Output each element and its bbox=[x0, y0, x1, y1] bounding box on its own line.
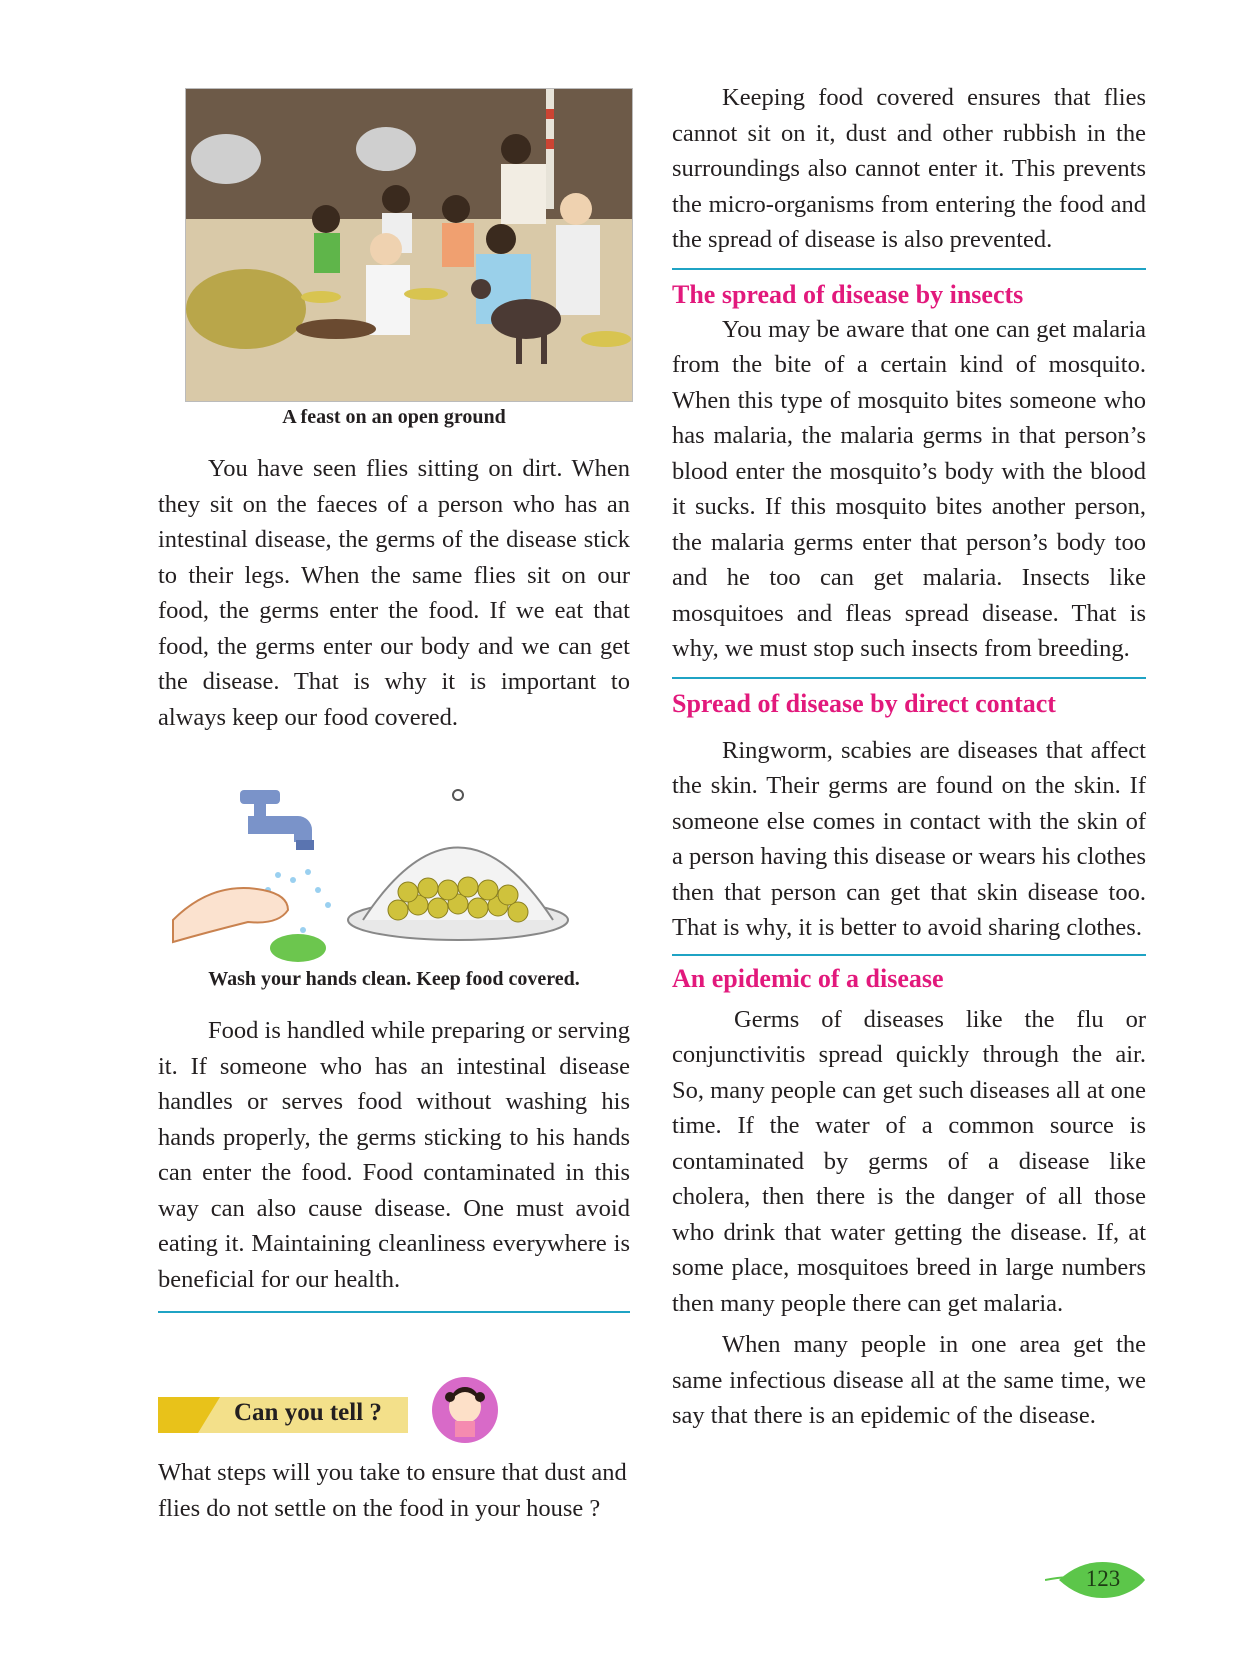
section-epidemic-paragraph-2: When many people in one area get the same infectious disease all at the same time, we say that there is an epidemic of the disease. bbox=[672, 1331, 1146, 1429]
divider-2 bbox=[672, 677, 1146, 679]
divider-1 bbox=[672, 268, 1146, 270]
right-intro-paragraph: Keeping food covered ensures that flies cannot sit on it, dust and other rubbish in the surroundings also cannot enter it. This prevents the micro-organisms from entering the food and the spread of disease is also prevented. bbox=[672, 84, 1146, 253]
figure2-caption: Wash your hands clean. Keep food covered. bbox=[208, 968, 580, 990]
can-you-tell-banner bbox=[158, 1393, 488, 1433]
section-heading-insects: The spread of disease by insects bbox=[672, 279, 1024, 309]
left-paragraph-1: You have seen flies sitting on dirt. When they sit on the faeces of a person who has an intestinal disease, the germs of the disease stick to their legs. When the same flies sit on our food, the germs enter the food. If we eat that food, the germs enter our body and we can get the disease. That is why it is important to always keep our food covered. bbox=[158, 455, 630, 731]
girl-mascot-icon bbox=[430, 1375, 500, 1445]
page-number-badge bbox=[1045, 1561, 1145, 1599]
can-you-tell-question: What steps will you take to ensure that dust and flies do not settle on the food in your house ? bbox=[158, 1459, 627, 1522]
section-heading-contact: Spread of disease by direct contact bbox=[672, 688, 1056, 718]
figure1-caption: A feast on an open ground bbox=[282, 406, 506, 428]
divider-3 bbox=[672, 954, 1146, 956]
page-number: 123 bbox=[1085, 1566, 1121, 1591]
left-paragraph-2: Food is handled while preparing or serving it. If someone who has an intestinal disease handles or serves food without washing his hands properly, the germs sticking to his hands can enter the food. Food contaminated in this way can also cause disease. One must avoid eating it. Maintaining cleanliness everywhere is beneficial for our health. bbox=[158, 1017, 630, 1293]
section-heading-epidemic: An epidemic of a disease bbox=[672, 963, 944, 993]
section-contact-paragraph: Ringworm, scabies are diseases that affect the skin. Their germs are found on the skin. If someone else comes in contact with the skin of a person having this disease or wears his clothes then that person can get that skin disease too. That is why, it is better to avoid sharing clothes. bbox=[672, 736, 1146, 941]
section-insects-paragraph: You may be aware that one can get malaria from the bite of a certain kind of mosquito. When this type of mosquito bites someone who has malaria, the malaria germs in that person’s blood enter the mosquito’s body with the blood it sucks. If this mosquito bites another person, the malaria germs enter that person’s body too and he too can get malaria. Insects like mosquitoes and fleas spread disease. That is why, we must stop such insects from breeding. bbox=[672, 315, 1146, 662]
handwash-food-cover-illustration bbox=[168, 780, 618, 980]
can-you-tell-label: Can you tell ? bbox=[234, 1399, 382, 1426]
section-epidemic-paragraph-1: Germs of diseases like the flu or conjunctivitis spread quickly through the air. So, many people can get such diseases all at one time. If the water of a common source is contaminated by germs of a disease like cholera, then there is the danger of all those who drink that water getting the disease. If, at some place, mosquitoes breed in large numbers then many people there can get malaria. bbox=[672, 1005, 1146, 1317]
left-divider bbox=[158, 1311, 630, 1313]
